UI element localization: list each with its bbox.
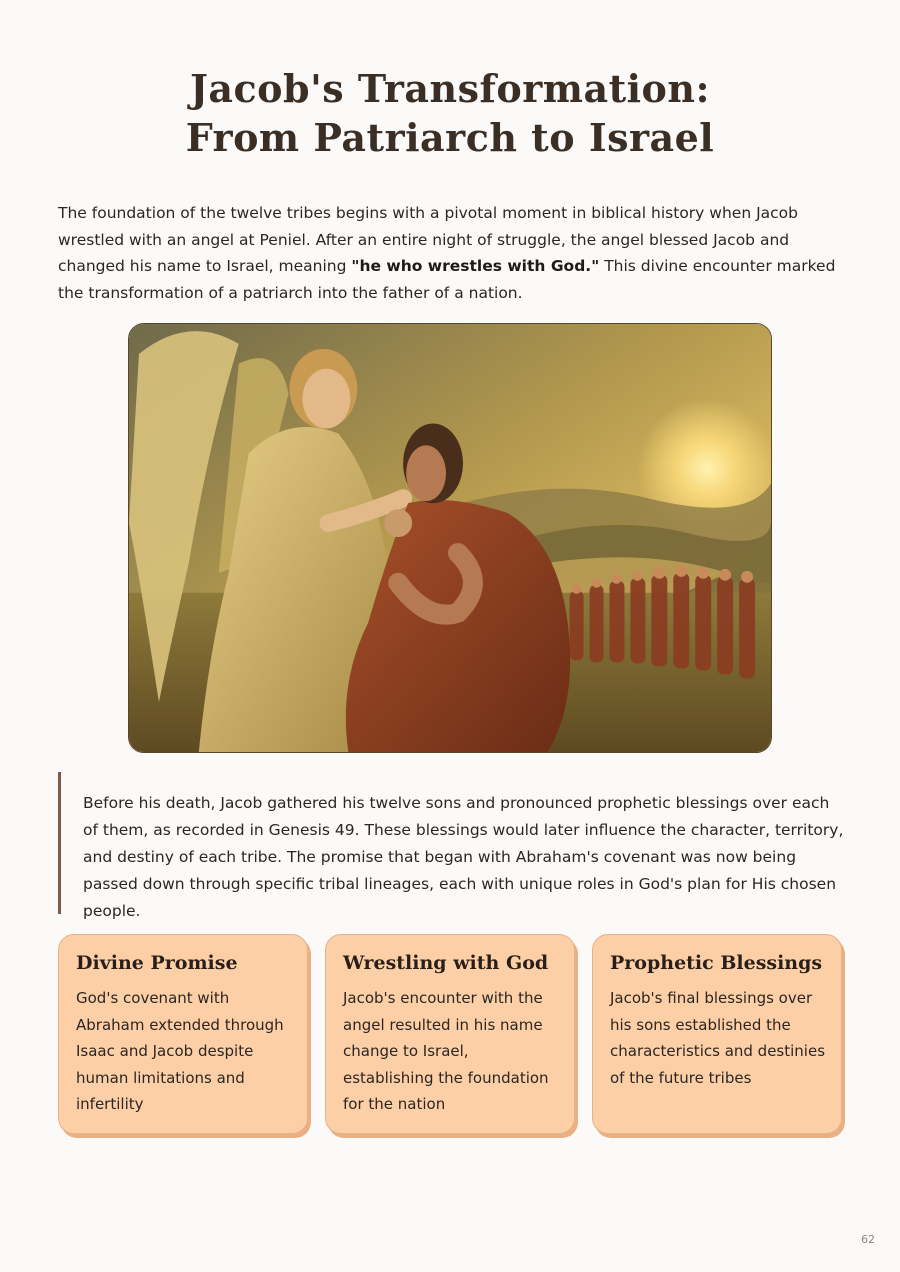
card-text: God's covenant with Abraham extended through Isaac and Jacob despite human limitations and infertility [76, 989, 284, 1113]
illustration-angel-wrestling-jacob [128, 323, 772, 753]
intro-paragraph [58, 200, 848, 306]
card-divine-promise [58, 934, 308, 1134]
card-prophetic-blessings [592, 934, 842, 1134]
page-title-line-2: From Patriarch to Israel [185, 115, 715, 160]
card-title: Divine Promise [76, 952, 238, 974]
page-number: 62 [861, 1233, 875, 1246]
card-title: Wrestling with God [343, 952, 549, 974]
blockquote-text: Before his death, Jacob gathered his twelve sons and pronounced prophetic blessings over each of them, as recorded in Genesis 49. These blessings would later influence the character, territory, and destiny of each tribe. The promise that began with Abraham's covenant was now being passed down through specific tribal lineages, each with unique roles in God's plan for His chosen people. [83, 794, 844, 920]
intro-text-end: This divine encounter marked the transformation of a patriarch into the father of a nation. [58, 257, 836, 302]
painting-graphic [129, 324, 771, 752]
card-wrestling-with-god [325, 934, 575, 1134]
card-title: Prophetic Blessings [610, 952, 823, 974]
intro-text-start: The foundation of the twelve tribes begins with a pivotal moment in biblical history when Jacob wrestled with an angel at Peniel. After an entire night of struggle, the angel blessed Jacob and changed his name to Israel, meaning [58, 204, 798, 275]
intro-emphasis: "he who wrestles with God." [351, 257, 600, 275]
info-cards [58, 934, 844, 1138]
page-title [0, 64, 900, 162]
blockquote-genesis-49 [58, 772, 848, 920]
card-text: Jacob's encounter with the angel resulted in his name change to Israel, establishing the foundation for the nation [343, 989, 549, 1113]
card-text: Jacob's final blessings over his sons established the characteristics and destinies of the future tribes [610, 989, 826, 1087]
page-title-line-1: Jacob's Transformation: [189, 66, 711, 111]
